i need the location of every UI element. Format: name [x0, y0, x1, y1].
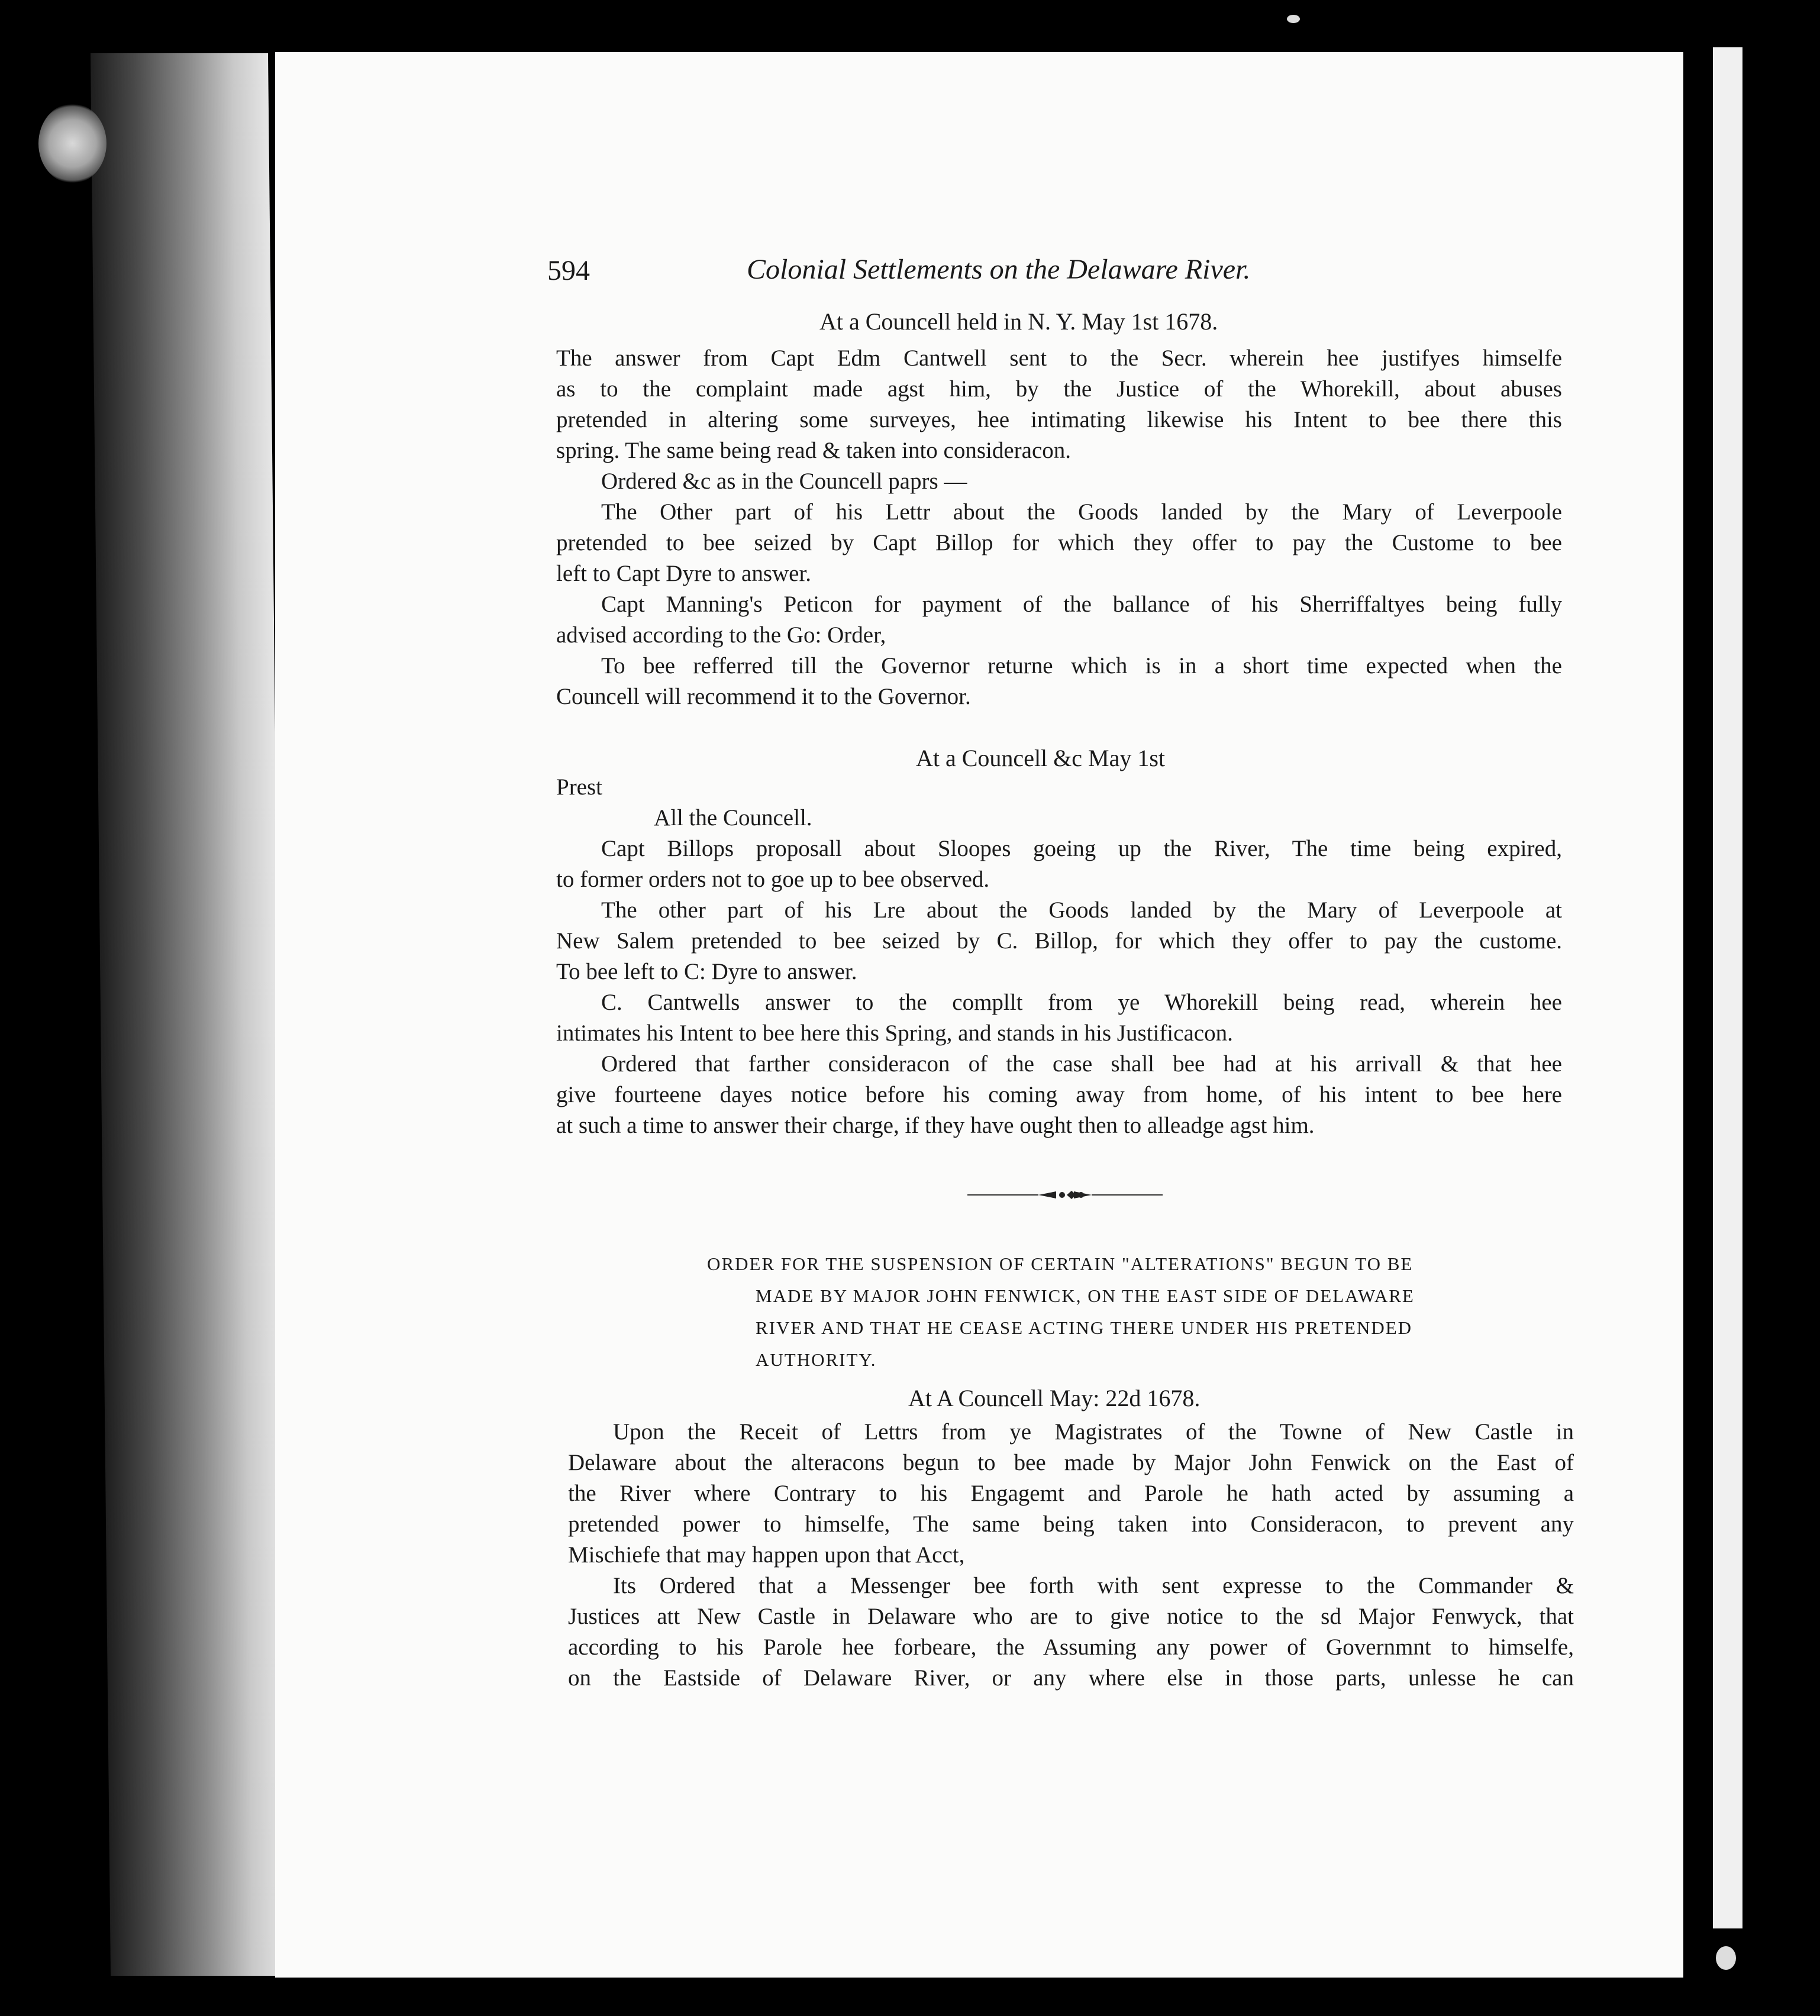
text-line: to former orders not to goe up to bee observed.: [556, 867, 990, 892]
text-line: To bee left to C: Dyre to answer.: [556, 959, 857, 984]
running-title: Colonial Settlements on the Delaware River.: [747, 254, 1251, 285]
text-line: Ordered that farther consideracon of the case shall bee had at his arrivall & that hee: [601, 1051, 1562, 1077]
text-line: Councell will recommend it to the Governor.: [556, 684, 971, 709]
page-number: 594: [547, 255, 590, 286]
text-line: New Salem pretended to bee seized by C. Billop, for which they offer to pay the custome.: [556, 928, 1562, 954]
text-line: Mischiefe that may happen upon that Acct,: [568, 1542, 965, 1568]
text-line: spring. The same being read & taken into consideracon.: [556, 438, 1072, 463]
text-line: left to Capt Dyre to answer.: [556, 561, 812, 586]
text-line: as to the complaint made agst him, by the Justice of the Whorekill, about abuses: [556, 376, 1562, 402]
section3-heading: At A Councell May: 22d 1678.: [908, 1385, 1201, 1411]
text-line: pretended in altering some surveyes, hee intimating likewise his Intent to bee there this: [556, 407, 1562, 432]
text-line: To bee refferred till the Governor returne which is in a short time expected when the: [601, 653, 1562, 679]
section1-body: [556, 343, 1562, 712]
text-line: Prest: [556, 774, 602, 800]
text-line: pretended to bee seized by Capt Billop for which they offer to pay the Custome to bee: [556, 530, 1562, 555]
text-line: Delaware about the alteracons begun to bee made by Major John Fenwick on the East of: [568, 1450, 1574, 1475]
order-title: [707, 1248, 1571, 1376]
order-title-line: ORDER FOR THE SUSPENSION OF CERTAIN "ALTERATIONS" BEGUN TO BE: [707, 1253, 1414, 1274]
text-line: according to his Parole hee forbeare, the Assuming any power of Governmnt to himselfe,: [568, 1634, 1574, 1660]
text-line: Upon the Receit of Lettrs from ye Magistrates of the Towne of New Castle in: [613, 1419, 1574, 1445]
text-line: advised according to the Go: Order,: [556, 622, 886, 648]
text-line: pretended power to himselfe, The same being taken into Consideracon, to prevent any: [568, 1511, 1574, 1537]
order-title-line: MADE BY MAJOR JOHN FENWICK, ON THE EAST SIDE OF DELAWARE: [756, 1285, 1415, 1306]
order-title-line: RIVER AND THAT HE CEASE ACTING THERE UNDER HIS PRETENDED: [756, 1317, 1413, 1338]
section1-heading: At a Councell held in N. Y. May 1st 1678.: [819, 308, 1218, 335]
text-line: The answer from Capt Edm Cantwell sent to the Secr. wherein hee justifyes himselfe: [556, 345, 1562, 371]
section2-body: [556, 772, 1562, 1141]
order-title-line: AUTHORITY.: [756, 1349, 877, 1370]
ornament-divider: [967, 1186, 1163, 1204]
section2-heading: At a Councell &c May 1st: [916, 745, 1166, 771]
text-line: The other part of his Lre about the Goods landed by the Mary of Leverpoole at: [601, 897, 1562, 923]
text-line: intimates his Intent to bee here this Spring, and stands in his Justificacon.: [556, 1020, 1233, 1046]
scan-smudge: [38, 104, 107, 183]
text-line: Capt Billops proposall about Sloopes goeing up the River, The time being expired,: [601, 836, 1562, 861]
section3-body: [568, 1417, 1574, 1694]
scan-speck: [1287, 15, 1300, 23]
text-line: Ordered &c as in the Councell paprs —: [601, 469, 967, 494]
book-spine-shadow: [91, 53, 288, 1976]
text-line: give fourteene dayes notice before his coming away from home, of his intent to bee here: [556, 1082, 1562, 1107]
text-line: Its Ordered that a Messenger bee forth with sent expresse to the Commander &: [613, 1573, 1574, 1598]
text-line: the River where Contrary to his Engagemt and Parole he hath acted by assuming a: [568, 1481, 1574, 1506]
text-line: All the Councell.: [654, 805, 812, 831]
facing-page-edge: [1713, 47, 1742, 1928]
text-line: Capt Manning's Peticon for payment of the ballance of his Sherriffaltyes being fully: [601, 592, 1562, 617]
text-line: at such a time to answer their charge, if they have ought then to alleadge agst him.: [556, 1113, 1315, 1138]
text-line: on the Eastside of Delaware River, or any where else in those parts, unlesse he can: [568, 1665, 1574, 1691]
text-line: C. Cantwells answer to the compllt from ye Whorekill being read, wherein hee: [601, 990, 1562, 1015]
text-line: The Other part of his Lettr about the Goods landed by the Mary of Leverpoole: [601, 499, 1562, 525]
text-line: Justices att New Castle in Delaware who are to give notice to the sd Major Fenwyck, that: [568, 1604, 1574, 1629]
scan-speck: [1716, 1946, 1736, 1970]
